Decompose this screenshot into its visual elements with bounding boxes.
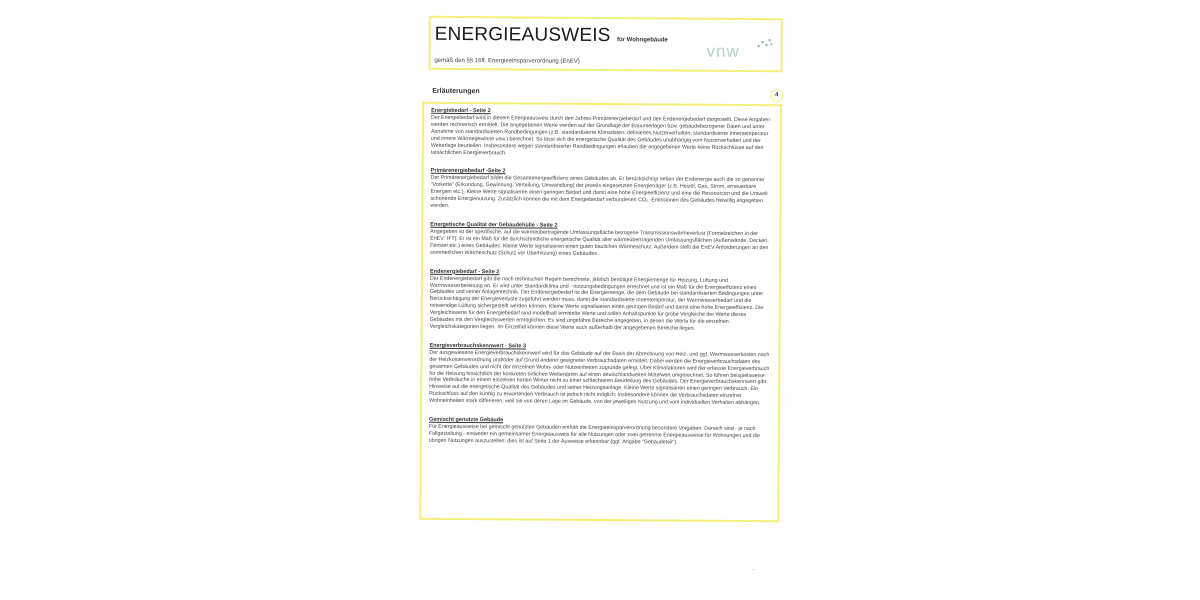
logo-text: vnw <box>706 41 740 61</box>
scan-speck <box>753 569 754 570</box>
explanations-box <box>419 102 782 523</box>
block-heading: Energiebedarf - Seite 2 <box>431 107 491 115</box>
block-gebaeudehuelle <box>430 222 771 259</box>
header-box <box>428 16 782 72</box>
vnw-logo <box>706 36 776 66</box>
document-title: ENERGIEAUSWEIS <box>434 23 611 47</box>
block-heading: Endenergiebedarf - Seite 2 <box>429 268 500 275</box>
section-title: Erläuterungen <box>432 87 480 96</box>
energy-certificate-page <box>416 9 792 532</box>
block-heading: Gemischt genutzte Gebäude <box>428 416 504 424</box>
block-endenergiebedarf <box>430 268 771 333</box>
block-text: Der Endenergiebedarf gibt die nach technischen Regeln berechnete, jährlich benötigte Energiemenge für Heizung, Lüftung und Warmwasserbereitung an. Er wird unter Standardklima und - nutzungsbedingungen errechnet und ist ein Maß für die Energieeffizienz eines Gebäudes und seiner Anlagentechnik. Der Endenergiebedarf ist die Energiemenge, die dem Gebäude bei standardisierten Bedingungen unter Berücksichtigung der Energieverluste zugeführt werden muss, damit die standardisierte Innentemperatur, der Warmwasserbedarf und die notwendige Lüftung sichergestellt werden können. Kleine Werte signalisieren einen geringen Bedarf und damit eine hohe Energieeffizienz. Die Vergleichswerte für den Energiebedarf sind modellhaft ermittelte Werte und sollen Anhaltspunkte für grobe Vergleiche der Werte dieses Gebäudes mit den Vergleichswerten ermöglichen. Es sind ungefähre Bereiche angegeben, in denen die Werte für die einzelnen Vergleichskategorien liegen. Im Einzelfall können diese Werte auch außerhalb der angegebenen Bereiche liegen. <box>429 275 764 332</box>
block-energieverbrauchskennwert <box>429 343 770 408</box>
block-text: Für Energieausweise bei gemischt genutzten Gebäuden enthält die Energieeinsparverordnung besondere Vorgaben. Danach sind - je nach Fallgestaltung - entweder ein gemeinsamer Energieausweis für alle Nutzungen oder zwei getrennte Energieausweise für Wohnungen und die übrigen Nutzungen auszustellen; dies ist auf Seite 1 der Ausweise erkennbar (ggf. Angabe "Gebäudeteil"). <box>428 423 761 446</box>
document-subtitle: gemäß den §§ 16ff. Energieeinsparverordnung (EnEV) <box>434 57 580 65</box>
block-text: Der Primärenergiebedarf bildet die Gesamtenergieeffizienz eines Gebäudes ab. Er berücksichtigt neben der Endenergie auch die so genannte "Vorkette" (Erkundung, Gewinnung, Verteilung, Umwandlung) der jeweils eingesetzten Energieträger (z.B. Heizöl, Gas, Strom, erneuerbare Energien etc.). Kleine Werte signalisieren einen geringen Bedarf und damit eine hohe Energieeffizienz und eine die Ressourcen und die Umwelt schonende Energienutzung. Zusätzlich können die mit dem Energiebedarf verbundenen CO₂ -Emissionen des Gebäudes freiwillig angegeben werden. <box>430 175 768 209</box>
logo-dots-icon <box>755 36 775 54</box>
block-text: Der Energiebedarf wird in diesem Energieausweis durch den Jahres-Primärenergiebedarf und den Endenergiebedarf dargestellt. Diese Angaben werden rechnerisch ermittelt. Die angegebenen Werte werden auf der Grundlage der Bauunterlagen bzw. gebäudebezogener Daten und unter Annahme von standardisierten Randbedingungen (z.B. standardisierte Klimadaten, definiertes Nutzerverhalten, standardisierte Innentemperatur und innere Wärmegewinne usw.) berechnet. So lässt sich die energetische Qualität des Gebäudes unabhängig vom Nutzerverhalten und der Wetterlage beurteilen. Insbesondere wegen standardisierter Randbedingungen erlauben die angegebenen Werte keine Rückschlüsse auf den tatsächlichen Energieverbrauch. <box>430 114 770 156</box>
section-row <box>429 85 783 103</box>
block-heading: Primärenergiebedarf -Seite 2 <box>430 168 506 175</box>
block-gemischt-genutzt <box>429 417 770 447</box>
block-heading: Energetische Qualität der Gebäudehülle - Seite 2 <box>430 221 558 229</box>
title-line <box>435 24 668 48</box>
block-text: Der ausgewiesene Energieverbrauchskennwert wird für das Gebäude auf der Basis der Abrechnung von Heiz- und ggf. Warmwasserkosten nach der Heizkostenverordnung und/oder auf Grund anderer geeigneter Verbrauchsdaten ermittelt. Dabei werden die Energieverbrauchsdaten des gesamten Gebäudes und nicht der einzelnen Wohn- oder Nutzeinheiten zugrunde gelegt. Über Klimafaktoren wird der erfasste Energieverbrauch für die Heizung hinsichtlich der konkreten örtlichen Wetterdaten auf einen deutschlandweiten Mittelwert umgerechnet. So führen beispielsweise hohe Verbräuche in einem einzelnen harten Winter nicht zu einer schlechteren Beurteilung des Gebäudes. Der Energieverbrauchskennwert gibt Hinweise auf die energetische Qualität des Gebäudes und seiner Heizungsanlage. Kleine Werte signalisieren einen geringen Verbrauch. Ein Rückschluss auf den künftig zu erwartenden Verbrauch ist jedoch nicht möglich; insbesondere können die Verbrauchsdaten einzelner Wohneinheiten stark differieren, weil sie von deren Lage im Gebäude, von der jeweiligen Nutzung und vom individuellen Verhalten abhängen. <box>429 349 770 407</box>
document-title-suffix: für Wohngebäude <box>616 37 668 44</box>
block-text: Angegeben ist der spezifische, auf die wärmeübertragende Umfassungsfläche bezogene Transmissionswärmeverlust (Formelzeichen in der EnEV: H'T). Er ist ein Maß für die durchschnittliche energetische Qualität aller wärmeübertragenden Umfassungsflächen (Außenwände, Decken, Fenster etc.) eines Gebäudes. Kleine Werte signalisieren einen guten baulichen Wärmeschutz. Außerdem stellt die EnEV Anforderungen an den sommerlichen Wärmeschutz (Schutz vor Überhitzung) eines Gebäudes. <box>430 228 769 257</box>
page-number-badge: 4 <box>770 89 783 102</box>
block-heading: Energieverbrauchskennwert - Seite 3 <box>429 342 527 350</box>
block-energiebedarf <box>431 108 772 159</box>
block-primaerenergiebedarf <box>430 168 771 212</box>
